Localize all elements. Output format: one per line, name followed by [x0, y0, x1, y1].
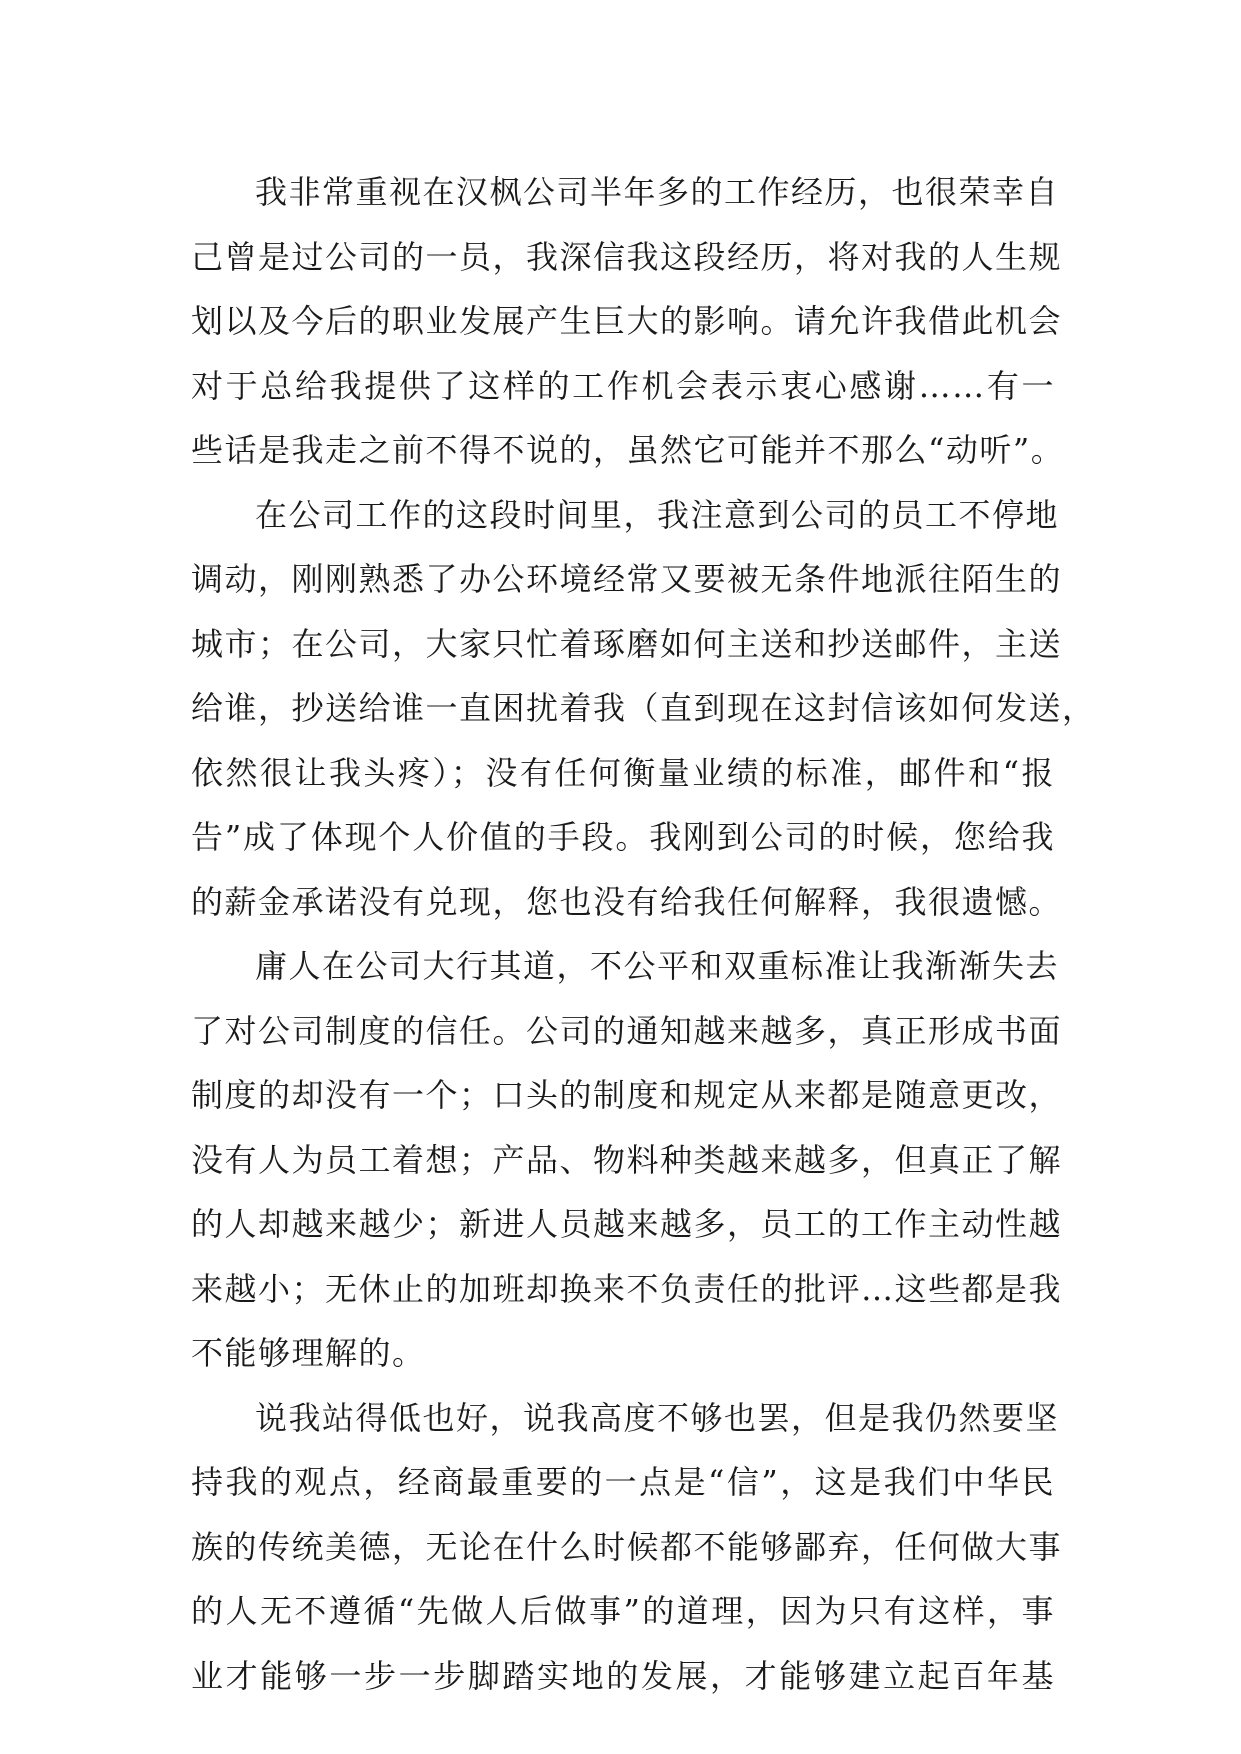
text-line: 持我的观点，经商最重要的一点是“信”，这是我们中华民 — [191, 1463, 1055, 1501]
text-line: 告”成了体现个人价值的手段。我刚到公司的时候，您给我 — [191, 818, 1055, 856]
text-line: 的人却越来越少；新进人员越来越多，员工的工作主动性越 — [191, 1205, 1063, 1243]
text-line: 说我站得低也好，说我高度不够也罢，但是我仍然要坚 — [255, 1398, 1060, 1437]
paragraph-2 — [191, 483, 1096, 935]
text-line: 不能够理解的。 — [191, 1334, 426, 1372]
text-line: 己曾是过公司的一员，我深信我这段经历，将对我的人生规 — [191, 237, 1063, 276]
paragraph-1 — [191, 160, 1065, 483]
text-line: 庸人在公司大行其道，不公平和双重标准让我渐渐失去 — [255, 947, 1060, 985]
text-line: 在公司工作的这段时间里，我注意到公司的员工不停地 — [255, 495, 1060, 534]
paragraph-4 — [191, 1386, 1063, 1709]
text-line: 来越小；无休止的加班却换来不负责任的批评…这些都是我 — [191, 1269, 1063, 1308]
text-line: 依然很让我头疼）；没有任何衡量业绩的标准，邮件和“报 — [191, 753, 1055, 792]
text-line: 制度的却没有一个；口头的制度和规定从来都是随意更改， — [191, 1076, 1063, 1114]
text-line: 对于总给我提供了这样的工作机会表示衷心感谢……有一 — [191, 366, 1055, 405]
text-line: 我非常重视在汉枫公司半年多的工作经历，也很荣幸自 — [255, 173, 1060, 211]
text-line: 了对公司制度的信任。公司的通知越来越多，真正形成书面 — [191, 1011, 1063, 1050]
paragraph-3 — [191, 934, 1063, 1386]
letter-body — [191, 160, 1096, 1708]
text-line: 没有人为员工着想；产品、物料种类越来越多，但真正了解 — [191, 1140, 1063, 1179]
text-line: 调动，刚刚熟悉了办公环境经常又要被无条件地派往陌生的 — [191, 560, 1063, 598]
text-line: 族的传统美德，无论在什么时候都不能够鄙弃，任何做大事 — [191, 1527, 1063, 1566]
text-line: 业才能够一步一步脚踏实地的发展，才能够建立起百年基 — [191, 1656, 1055, 1695]
text-line: 划以及今后的职业发展产生巨大的影响。请允许我借此机会 — [191, 302, 1063, 340]
text-line: 的薪金承诺没有兑现，您也没有给我任何解释，我很遗憾。 — [191, 882, 1063, 921]
text-line: 给谁，抄送给谁一直困扰着我（直到现在这封信该如何发送， — [191, 689, 1096, 727]
text-line: 的人无不遵循“先做人后做事”的道理，因为只有这样，事 — [191, 1592, 1055, 1630]
text-line: 城市；在公司，大家只忙着琢磨如何主送和抄送邮件，主送 — [191, 624, 1063, 663]
text-line: 些话是我走之前不得不说的，虽然它可能并不那么“动听”。 — [191, 431, 1065, 469]
